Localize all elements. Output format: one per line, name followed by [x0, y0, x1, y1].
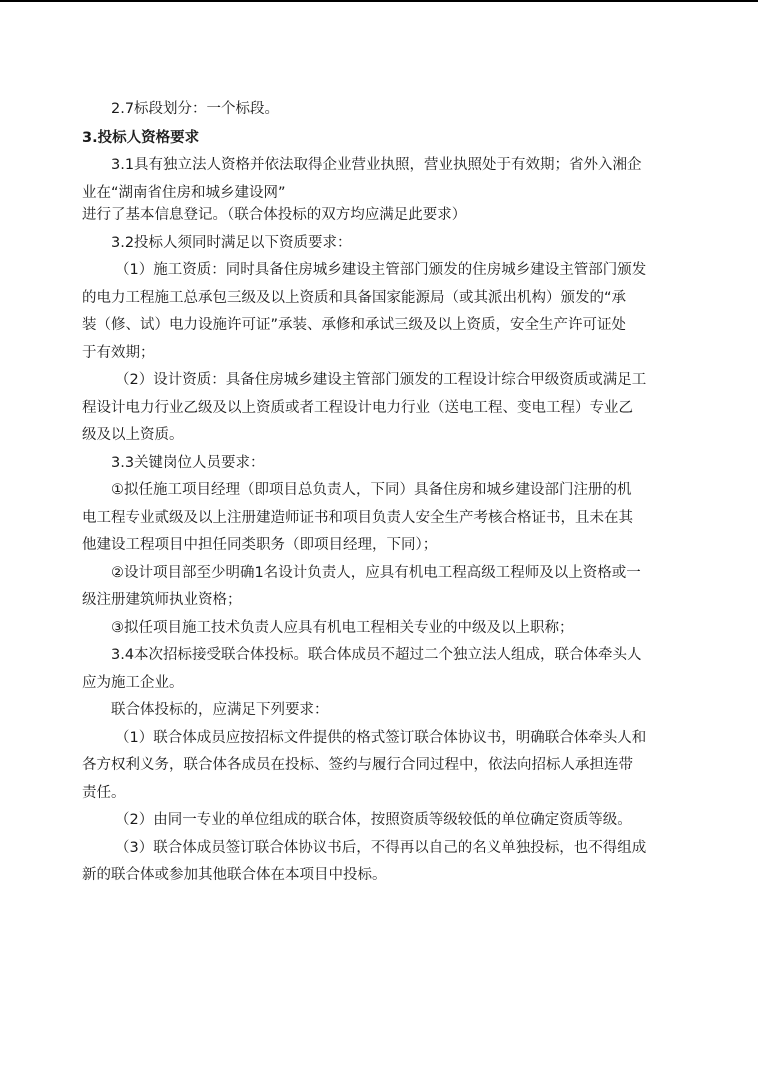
design-qualification-line-2: 程设计电力行业乙级及以上资质或者工程设计电力行业（送电工程、变电工程）专业乙 [82, 399, 633, 416]
consortium-item-3-line-2: 新的联合体或参加其他联合体在本项目中投标。 [82, 867, 387, 883]
construction-qualification-line-1: （1）施工资质：同时具备住房城乡建设主管部门颁发的住房城乡建设主管部门颁发 [115, 262, 647, 278]
consortium-requirements-intro: 联合体投标的，应满足下列要求： [111, 702, 329, 718]
construction-qualification-line-4: 于有效期； [82, 344, 155, 361]
personnel-item-1-line-3: 他建设工程项目中担任同类职务（即项目经理，下同）； [82, 537, 438, 553]
clause-3-1-line-2: 业在“湖南省住房和城乡建设网” [82, 184, 286, 201]
clause-3-4-line-2: 应为施工企业。 [82, 674, 184, 691]
personnel-item-1-line-1: ①拟任施工项目经理（即项目总负责人，下同）具备住房和城乡建设部门注册的机 [111, 482, 632, 498]
consortium-item-3-line-1: （3）联合体成员签订联合体协议书后，不得再以自己的名义单独投标，也不得组成 [115, 839, 647, 856]
personnel-item-3-line: ③拟任项目施工技术负责人应具有机电工程相关专业的中级及以上职称； [111, 619, 574, 636]
design-qualification-line-3: 级及以上资质。 [82, 427, 184, 443]
personnel-item-1-line-2: 电工程专业贰级及以上注册建造师证书和项目负责人安全生产考核合格证书，且未在其 [82, 509, 633, 526]
consortium-item-1-line-3: 责任。 [82, 784, 126, 801]
consortium-item-1-line-1: （1）联合体成员应按招标文件提供的格式签订联合体协议书，明确联合体牵头人和 [115, 729, 647, 746]
clause-3-1-line-1: 3.1具有独立法人资格并依法取得企业营业执照，营业执照处于有效期；省外入湘企 [111, 157, 642, 173]
section-3-heading: 3.投标人资格要求 [82, 129, 200, 146]
clause-3-1-line-3: 进行了基本信息登记。（联合体投标的双方均应满足此要求） [82, 207, 467, 223]
consortium-item-2-line: （2）由同一专业的单位组成的联合体，按照资质等级较低的单位确定资质等级。 [115, 812, 632, 828]
construction-qualification-line-2: 的电力工程施工总承包三级及以上资质和具备国家能源局（或其派出机构）颁发的“承 [82, 289, 627, 306]
document-page [82, 96, 676, 890]
clause-3-3-line: 3.3关键岗位人员要求： [111, 454, 265, 471]
consortium-item-1-line-2: 各方权利义务，联合体各成员在投标、签约与履行合同过程中，依法向招标人承担连带 [82, 757, 633, 773]
top-border-rule [0, 0, 758, 2]
clause-3-2-line: 3.2投标人须同时满足以下资质要求： [111, 234, 352, 251]
section-2-7-line: 2.7标段划分：一个标段。 [111, 101, 280, 117]
personnel-item-2-line-1: ②设计项目部至少明确1名设计负责人，应具有机电工程高级工程师及以上资格或一 [111, 564, 641, 581]
clause-3-4-line-1: 3.4本次招标接受联合体投标。联合体成员不超过二个独立法人组成，联合体牵头人 [111, 647, 642, 663]
design-qualification-line-1: （2）设计资质：具备住房城乡建设主管部门颁发的工程设计综合甲级资质或满足工 [115, 372, 647, 388]
construction-qualification-line-3: 装（修、试）电力设施许可证”承装、承修和承试三级及以上资质，安全生产许可证处 [82, 317, 627, 333]
personnel-item-2-line-2: 级注册建筑师执业资格； [82, 592, 242, 608]
